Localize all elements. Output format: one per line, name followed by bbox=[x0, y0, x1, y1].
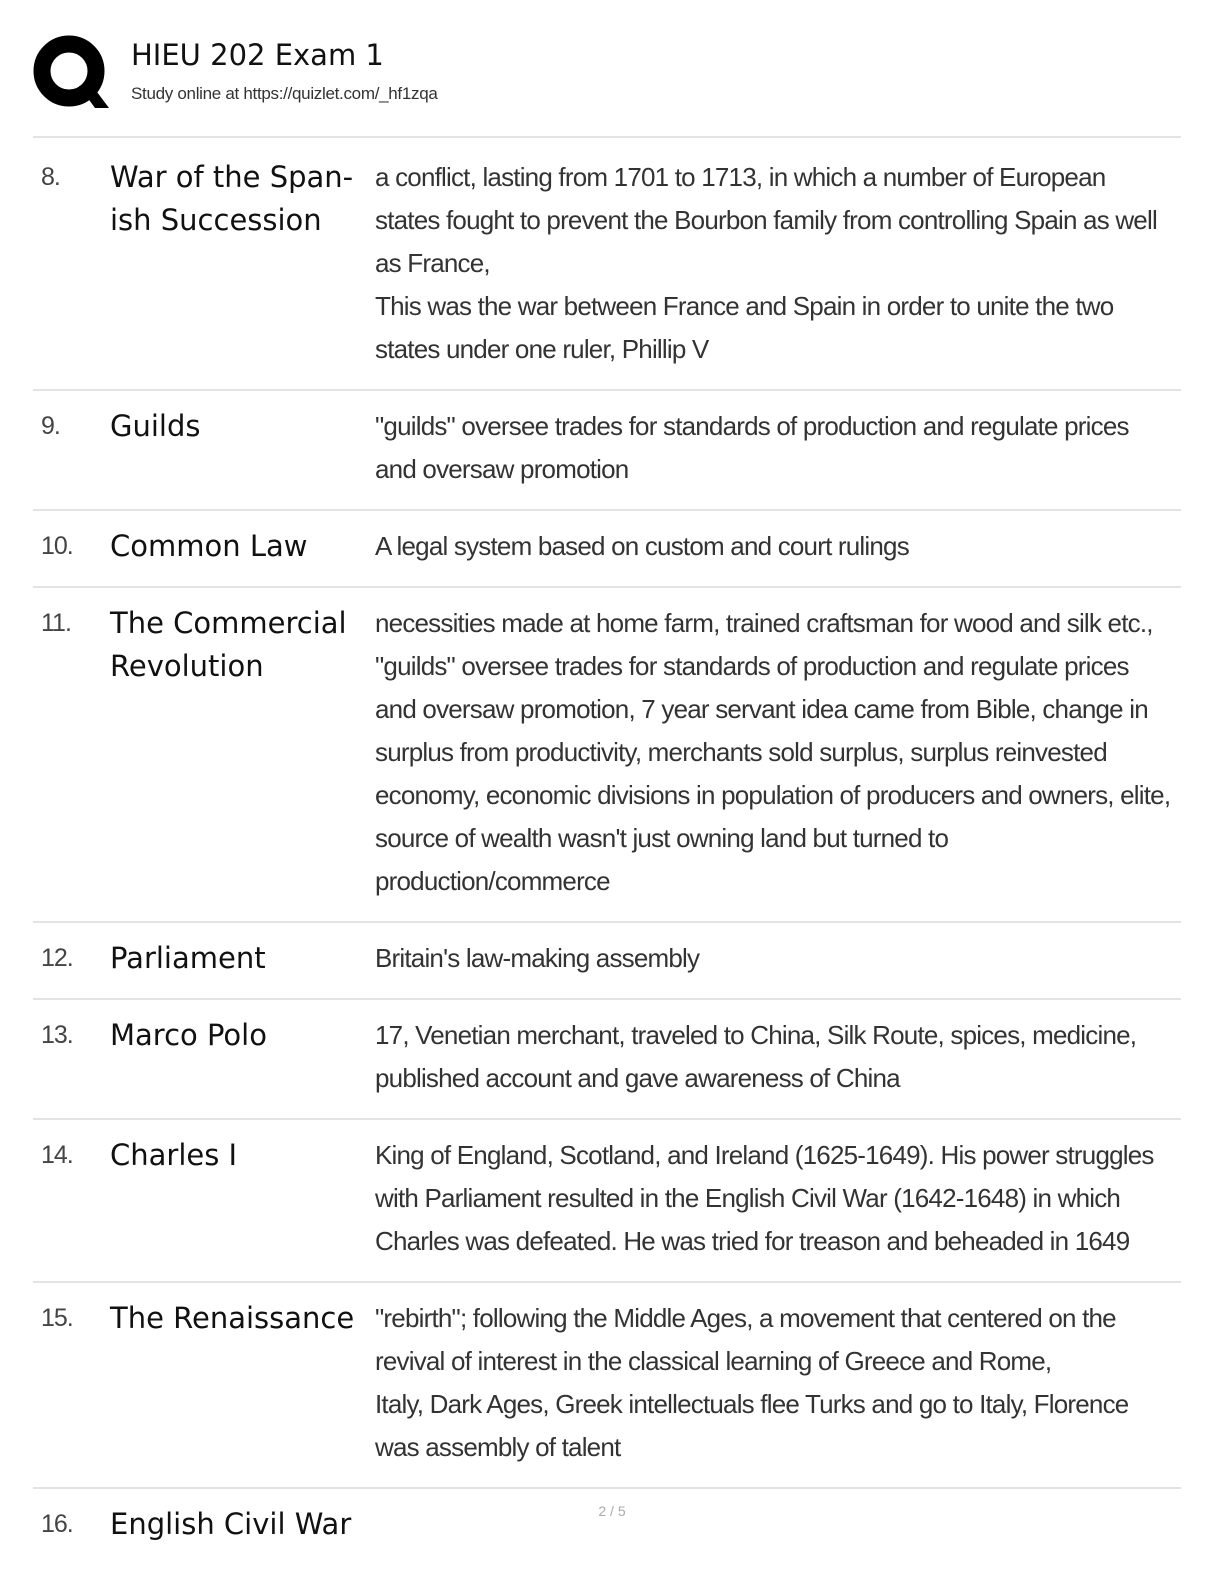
flashcard bbox=[33, 391, 1181, 511]
card-number: 15. bbox=[41, 1304, 73, 1332]
card-number: 12. bbox=[41, 944, 73, 972]
card-number: 10. bbox=[41, 532, 73, 560]
flashcard bbox=[33, 140, 1181, 391]
header-divider bbox=[33, 136, 1181, 138]
card-definition: "guilds" oversee trades for standards of production and regulate prices and oversaw promotion bbox=[375, 411, 1129, 484]
card-definition: "rebirth"; following the Middle Ages, a movement that centered on the revival of interest in the classical learning of Greece and Rome, Italy, Dark Ages, Greek intellectuals flee Turks and go to Italy, Florence was assembly of talent bbox=[375, 1303, 1129, 1462]
flashcard bbox=[33, 1283, 1181, 1489]
card-definition: A legal system based on custom and court rulings bbox=[375, 531, 909, 561]
card-number: 13. bbox=[41, 1021, 73, 1049]
quizlet-logo-icon bbox=[33, 34, 109, 110]
card-term: The Renaissance bbox=[110, 1301, 355, 1335]
flashcard bbox=[33, 923, 1181, 1000]
flashcard bbox=[33, 1000, 1181, 1120]
document-title: HIEU 202 Exam 1 bbox=[131, 38, 384, 72]
card-term: Parliament bbox=[110, 941, 266, 975]
flashcard bbox=[33, 588, 1181, 923]
card-definition: King of England, Scotland, and Ireland (1625-1649). His power struggles with Parliament resulted in the English Civil War (1642-1648) in which Charles was defeated. He was tried for treason and beheaded in 1649 bbox=[375, 1140, 1154, 1256]
card-number: 8. bbox=[41, 163, 60, 191]
card-definition: Britain's law-making assembly bbox=[375, 943, 700, 973]
flashcard bbox=[33, 1489, 1181, 1564]
card-number: 14. bbox=[41, 1141, 73, 1169]
card-number: 16. bbox=[41, 1510, 73, 1538]
card-term: Charles I bbox=[110, 1138, 238, 1172]
card-term: War of the Span- ish Succession bbox=[110, 160, 354, 237]
card-term: Guilds bbox=[110, 409, 201, 443]
card-definition: necessities made at home farm, trained craftsman for wood and silk etc., "guilds" oversee trades for standards of production and regulate prices and oversaw promotion, 7 year servant idea came from Bible, change in surplus from productivity, merchants sold surplus, surplus reinvested economy, economic divisions in population of producers and owners, elite, source of wealth wasn't just owning land but turned to production/commerce bbox=[375, 608, 1171, 896]
card-term: Common Law bbox=[110, 529, 308, 563]
flashcard-list bbox=[33, 140, 1181, 1564]
card-definition: 17, Venetian merchant, traveled to China, Silk Route, spices, medicine, published account and gave awareness of China bbox=[375, 1020, 1137, 1093]
document-subtitle: Study online at https://quizlet.com/_hf1zqa bbox=[131, 84, 438, 103]
card-number: 9. bbox=[41, 412, 60, 440]
document-header bbox=[33, 32, 1183, 118]
card-term: The Commercial Revolution bbox=[110, 606, 347, 683]
card-definition: a conflict, lasting from 1701 to 1713, in which a number of European states fought to prevent the Bourbon family from controlling Spain as well as France, This was the war between France and Spain in order to unite the two states under one ruler, Phillip V bbox=[375, 162, 1157, 364]
flashcard bbox=[33, 511, 1181, 588]
card-term: Marco Polo bbox=[110, 1018, 267, 1052]
page-number: 2 / 5 bbox=[598, 1503, 626, 1519]
card-number: 11. bbox=[41, 609, 71, 637]
flashcard bbox=[33, 1120, 1181, 1283]
card-term: English Civil War bbox=[110, 1507, 352, 1541]
